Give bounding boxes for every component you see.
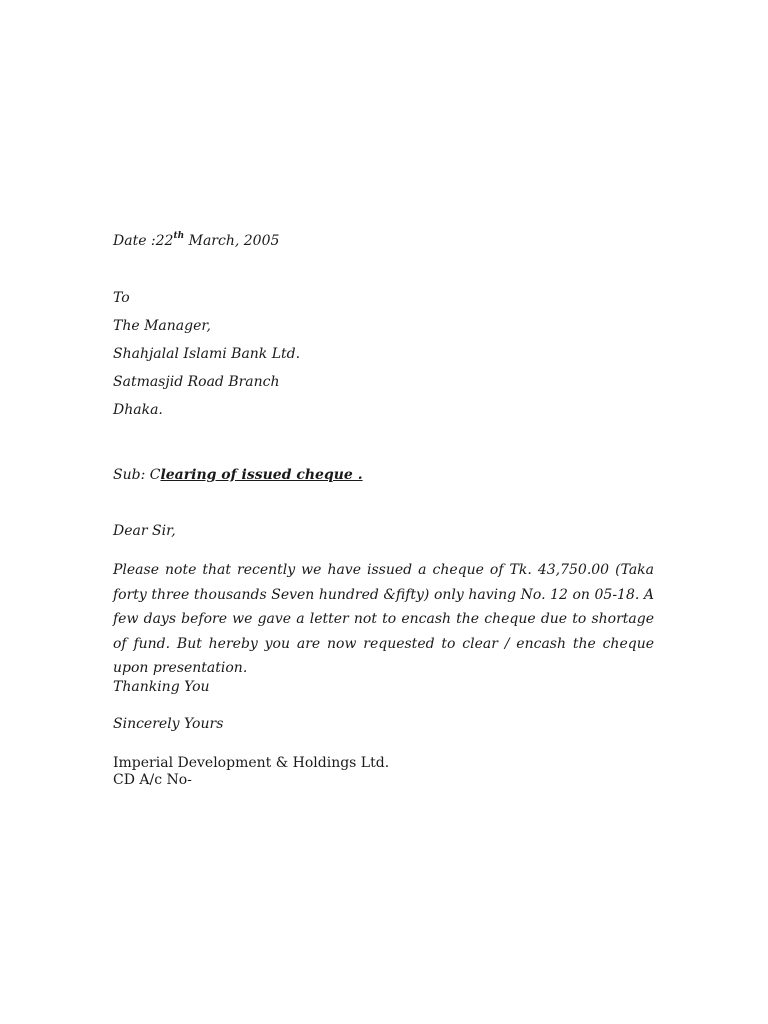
to-line: To bbox=[113, 290, 130, 306]
company-name: Imperial Development & Holdings Ltd. bbox=[113, 755, 390, 771]
date-suffix: March, 2005 bbox=[184, 233, 280, 249]
letter-date bbox=[113, 232, 279, 250]
city-name: Dhaka. bbox=[113, 402, 163, 418]
closing-line: Sincerely Yours bbox=[113, 716, 224, 732]
bank-name: Shahjalal Islami Bank Ltd. bbox=[113, 346, 301, 362]
account-line: CD A/c No- bbox=[113, 772, 192, 788]
recipient-title: The Manager, bbox=[113, 318, 211, 334]
subject-line bbox=[113, 466, 363, 484]
date-prefix: Date :22 bbox=[113, 233, 174, 249]
subject-prefix: Sub: C bbox=[113, 467, 161, 483]
subject-text: learing of issued cheque . bbox=[160, 467, 363, 483]
salutation: Dear Sir, bbox=[113, 523, 176, 539]
letter-body: Please note that recently we have issued a cheque of Tk. 43,750.00 (Taka forty three thousands Seven hundred &fifty) only having No. 12 on 05-18. A few days before we gave a letter not to encash the cheque due to shortage of fund. But hereby you are now requested to clear / encash the cheque upon presentation. bbox=[113, 562, 654, 676]
branch-name: Satmasjid Road Branch bbox=[113, 374, 280, 390]
thanks-line: Thanking You bbox=[113, 679, 210, 695]
date-ordinal-suffix: th bbox=[173, 231, 185, 242]
